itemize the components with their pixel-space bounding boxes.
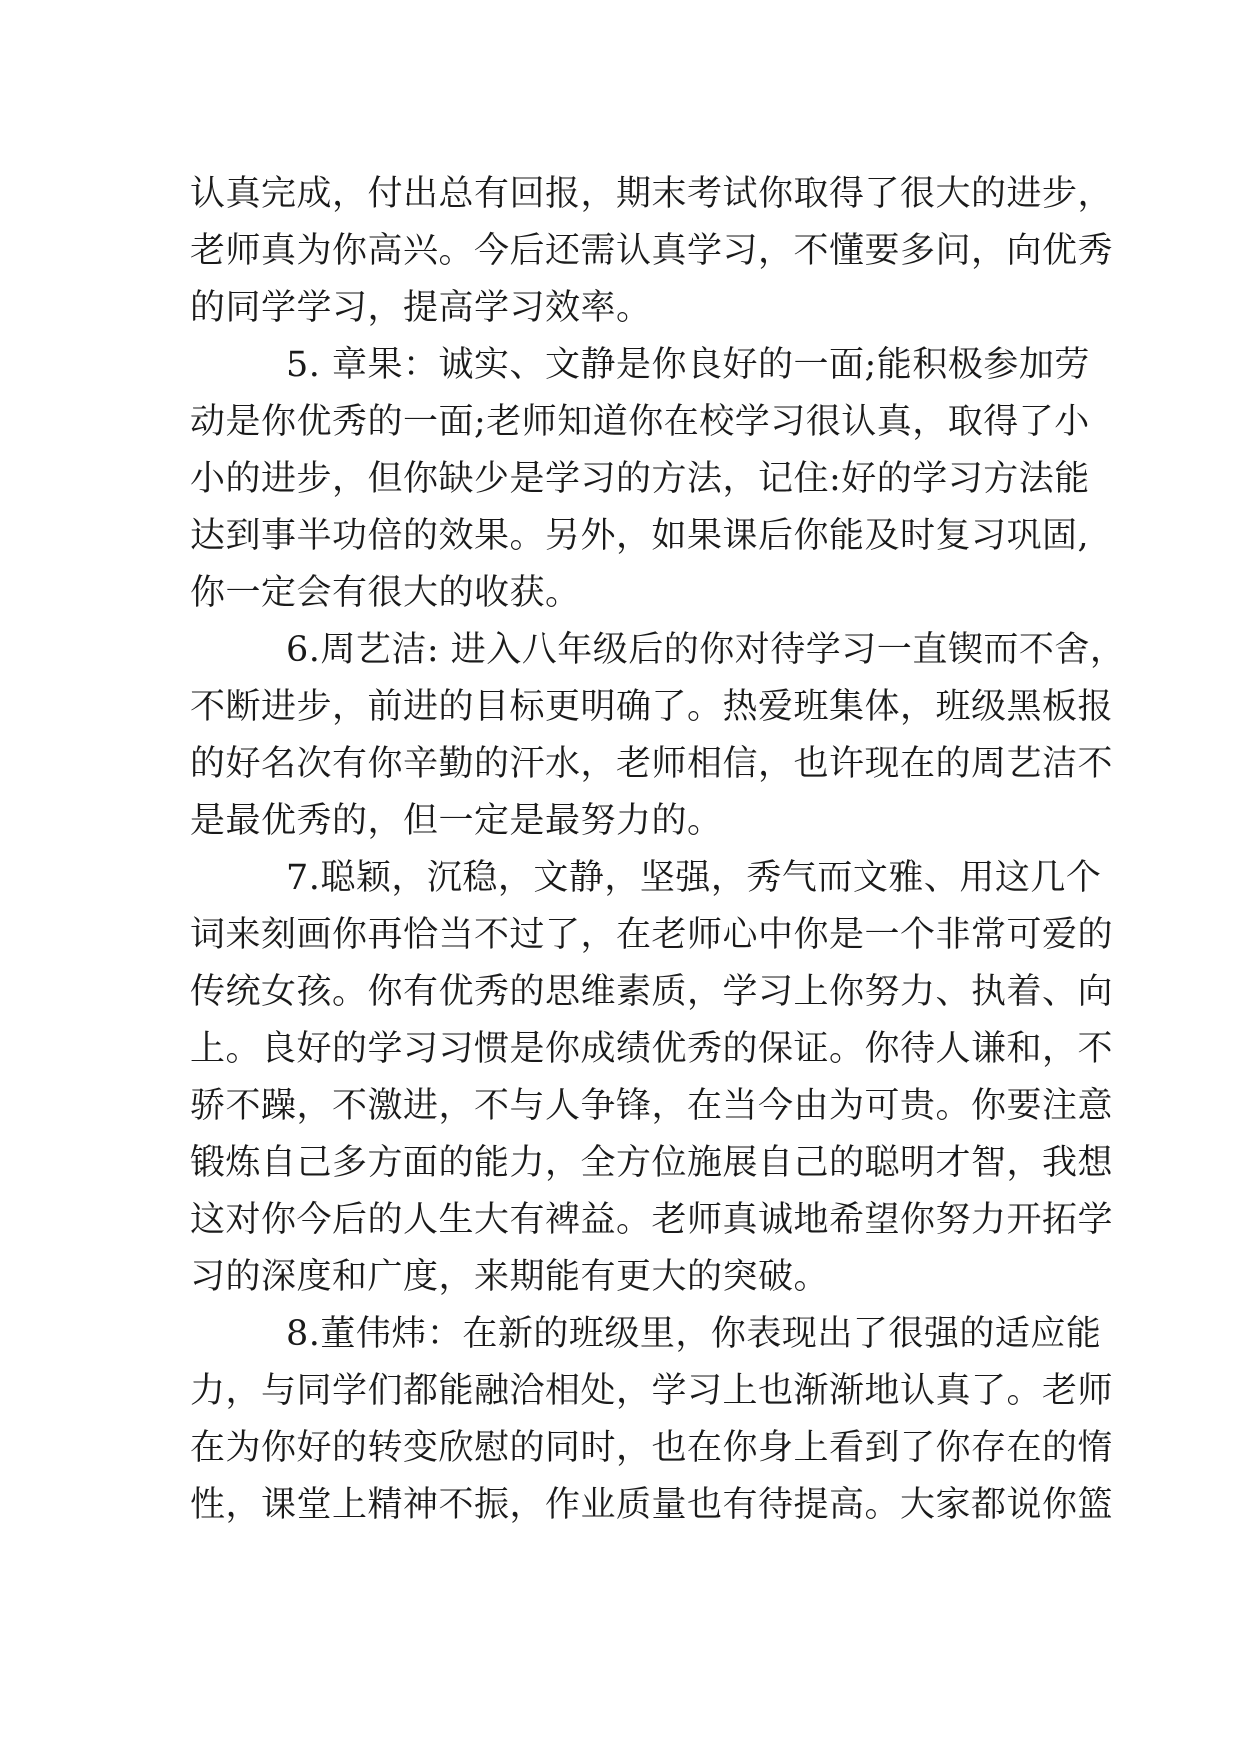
- text-line: 传统女孩。你有优秀的思维素质，学习上你努力、执着、向: [190, 972, 1114, 1012]
- text-line: 力，与同学们都能融洽相处，学习上也渐渐地认真了。老师: [190, 1371, 1114, 1411]
- paragraph-start-8: 8.董伟炜：在新的班级里，你表现出了很强的适应能: [286, 1314, 1102, 1354]
- text-line: 锻炼自己多方面的能力，全方位施展自己的聪明才智，我想: [190, 1143, 1114, 1183]
- text-line: 的好名次有你辛勤的汗水，老师相信，也许现在的周艺洁不: [190, 744, 1114, 784]
- text-line: 认真完成，付出总有回报，期末考试你取得了很大的进步，: [190, 174, 1114, 214]
- text-line: 不断进步，前进的目标更明确了。热爱班集体，班级黑板报: [190, 687, 1114, 727]
- text-line: 达到事半功倍的效果。另外，如果课后你能及时复习巩固,: [190, 516, 1090, 556]
- text-line: 骄不躁，不激进，不与人争锋，在当今由为可贵。你要注意: [190, 1086, 1114, 1126]
- paragraph-start-6: 6.周艺洁: 进入八年级后的你对待学习一直锲而不舍，: [286, 630, 1126, 670]
- text-line: 老师真为你高兴。今后还需认真学习，不懂要多问，向优秀: [190, 231, 1114, 271]
- text-line: 上。良好的学习习惯是你成绩优秀的保证。你待人谦和，不: [190, 1029, 1114, 1069]
- text-line: 词来刻画你再恰当不过了，在老师心中你是一个非常可爱的: [190, 915, 1114, 955]
- text-line: 是最优秀的，但一定是最努力的。: [190, 801, 723, 841]
- paragraph-start-7: 7.聪颖，沉稳，文静，坚强，秀气而文雅、用这几个: [286, 858, 1102, 898]
- text-line: 性，课堂上精神不振，作业质量也有待提高。大家都说你篮: [190, 1485, 1114, 1525]
- text-line: 你一定会有很大的收获。: [190, 573, 581, 613]
- text-line: 习的深度和广度，来期能有更大的突破。: [190, 1257, 830, 1297]
- text-line: 小的进步，但你缺少是学习的方法，记住:好的学习方法能: [190, 459, 1090, 499]
- text-line: 在为你好的转变欣慰的同时，也在你身上看到了你存在的惰: [190, 1428, 1114, 1468]
- text-line: 的同学学习，提高学习效率。: [190, 288, 652, 328]
- paragraph-start-5: 5. 章果：诚实、文静是你良好的一面;能积极参加劳: [286, 345, 1090, 385]
- text-line: 动是你优秀的一面;老师知道你在校学习很认真，取得了小: [190, 402, 1090, 442]
- text-line: 这对你今后的人生大有裨益。老师真诚地希望你努力开拓学: [190, 1200, 1114, 1240]
